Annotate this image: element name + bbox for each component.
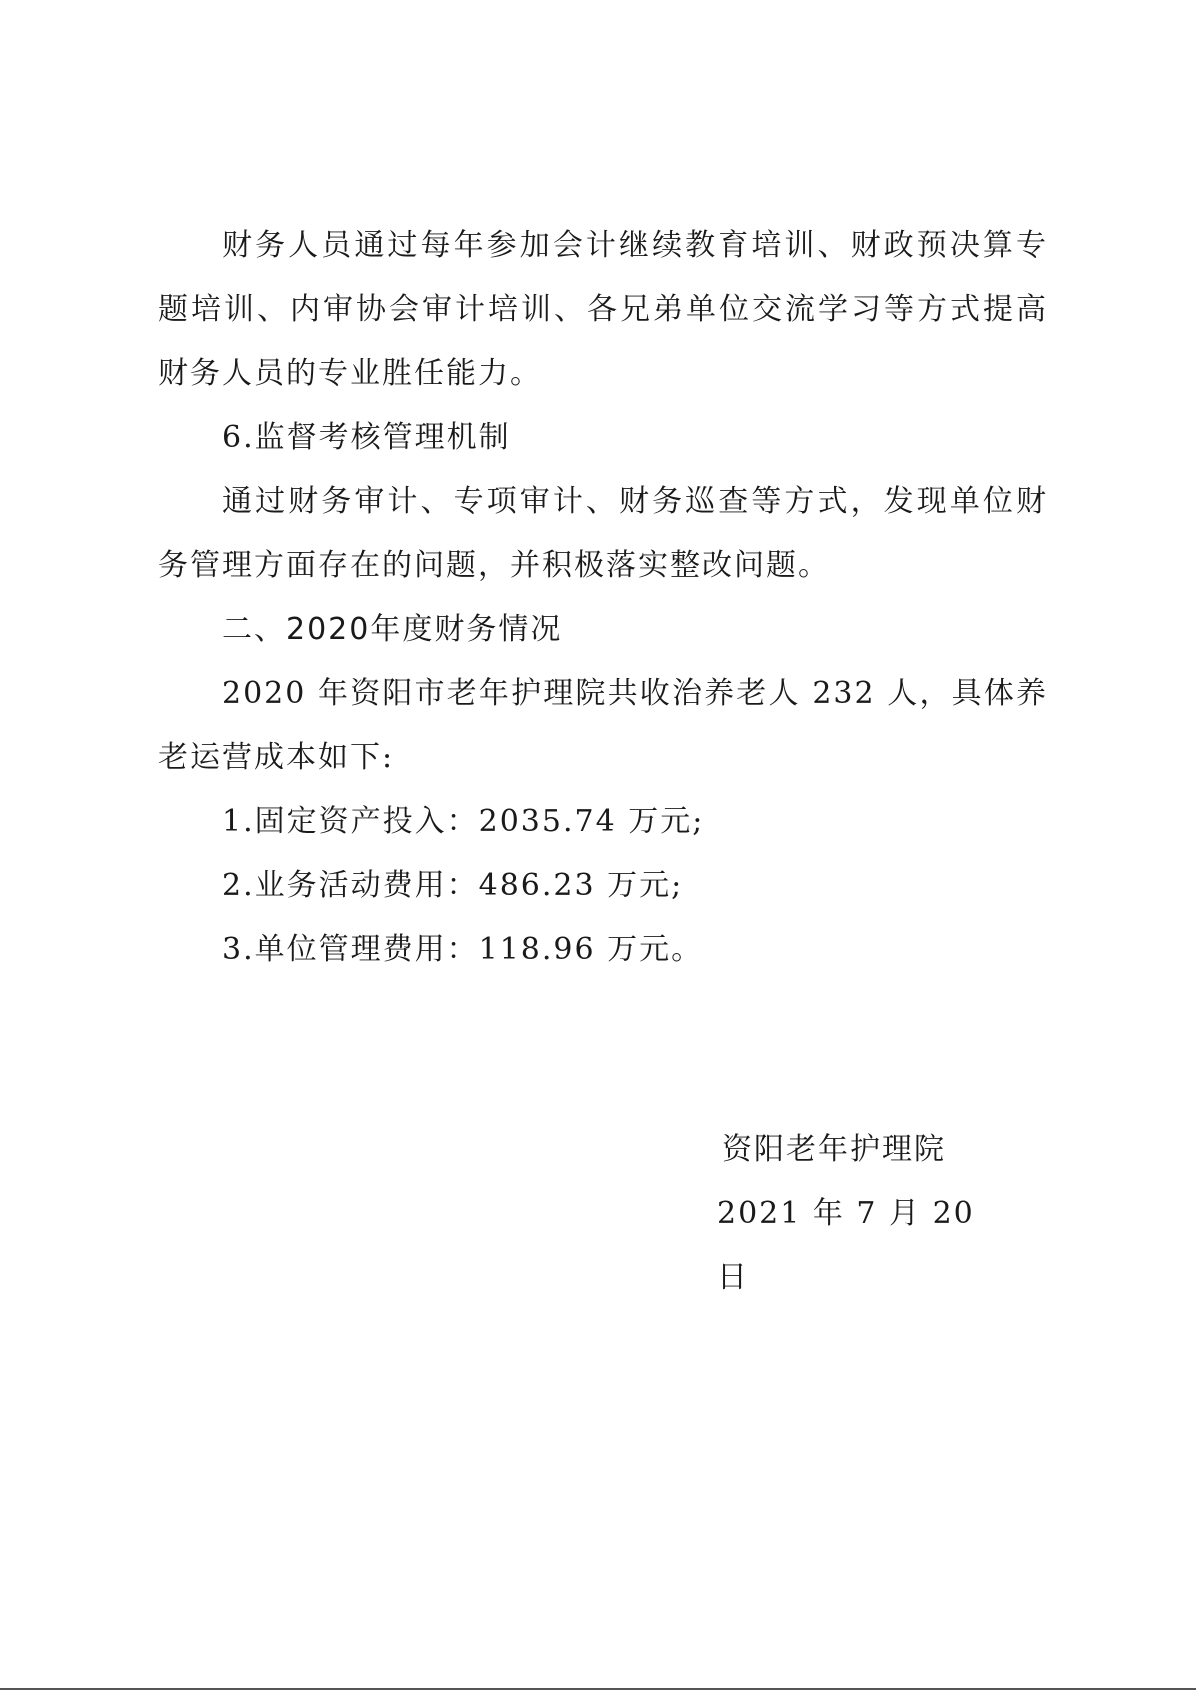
section-heading-finance-2020: 二、2020年度财务情况 (222, 612, 563, 647)
signature-block (600, 1118, 1000, 1310)
paragraph-training: 财务人员通过每年参加会计继续教育培训、财政预决算专题培训、内审协会审计培训、各兄弟单位交流学习等方式提高财务人员的专业胜任能力。 (158, 228, 1048, 391)
signature-organization: 资阳老年护理院 (722, 1132, 946, 1167)
cost-item-management-expenses: 3.单位管理费用：118.96 万元。 (222, 932, 704, 967)
paragraph-audit: 通过财务审计、专项审计、财务巡查等方式，发现单位财务管理方面存在的问题，并积极落实整改问题。 (158, 484, 1048, 583)
paragraph-finance-summary: 2020 年资阳市老年护理院共收治养老人 232 人，具体养老运营成本如下: (158, 676, 1048, 775)
signature-date: 2021 年 7 月 20 日 (717, 1196, 975, 1295)
document-body (158, 214, 1048, 982)
bottom-border-line (0, 1688, 1196, 1690)
subheading-supervision: 6.监督考核管理机制 (222, 420, 511, 455)
cost-item-business-expenses: 2.业务活动费用：486.23 万元; (222, 868, 684, 903)
cost-item-fixed-assets: 1.固定资产投入：2035.74 万元; (222, 804, 705, 839)
